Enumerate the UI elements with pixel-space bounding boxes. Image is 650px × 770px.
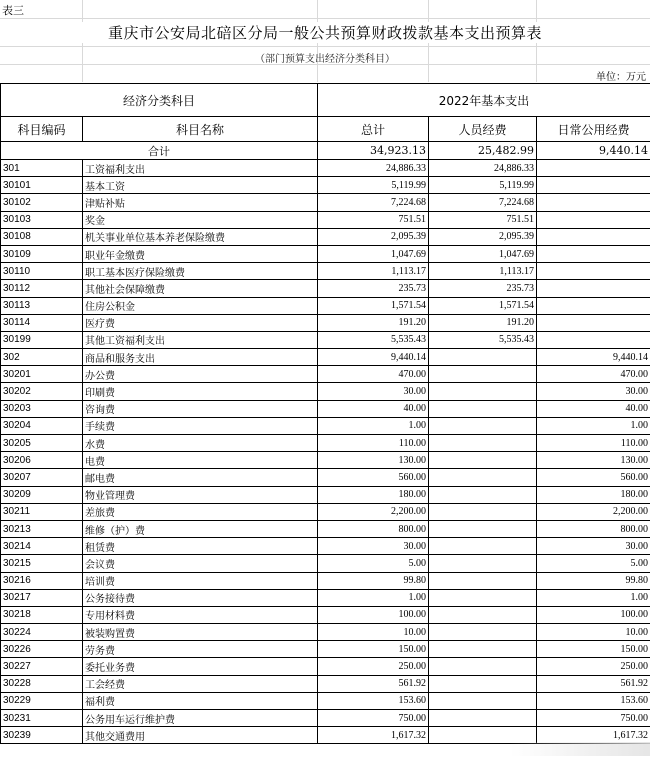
- table-row: [1, 469, 650, 486]
- row-daily: [537, 194, 650, 211]
- row-code: 302: [1, 349, 83, 366]
- row-daily: [537, 160, 650, 177]
- row-personnel: 5,535.43: [429, 331, 537, 348]
- name-header: 科目名称: [83, 117, 318, 142]
- row-personnel: 191.20: [429, 314, 537, 331]
- row-total: 30.00: [318, 383, 429, 400]
- table-row: [1, 314, 650, 331]
- watermark: [510, 742, 650, 756]
- row-personnel: [429, 366, 537, 383]
- row-personnel: [429, 349, 537, 366]
- row-total: 750.00: [318, 710, 429, 727]
- row-code: 30217: [1, 589, 83, 606]
- row-personnel: 5,119.99: [429, 177, 537, 194]
- row-code: 30239: [1, 727, 83, 744]
- row-total: 9,440.14: [318, 349, 429, 366]
- row-name: 手续费: [83, 417, 318, 434]
- row-total: 5,535.43: [318, 331, 429, 348]
- row-code: 30199: [1, 331, 83, 348]
- table-row: [1, 400, 650, 417]
- table-row: [1, 624, 650, 641]
- row-code: 30102: [1, 194, 83, 211]
- row-name: 其他社会保障缴费: [83, 280, 318, 297]
- row-daily: [537, 263, 650, 280]
- row-code: 30227: [1, 658, 83, 675]
- row-daily: 130.00: [537, 452, 650, 469]
- row-daily: [537, 211, 650, 228]
- table-row: [1, 211, 650, 228]
- row-daily: 250.00: [537, 658, 650, 675]
- row-code: 30211: [1, 503, 83, 520]
- row-name: 住房公积金: [83, 297, 318, 314]
- row-total: 2,095.39: [318, 228, 429, 245]
- table-row: [1, 228, 650, 245]
- totals-personnel: 25,482.99: [429, 142, 537, 160]
- table-row: [1, 606, 650, 623]
- row-total: 1,571.54: [318, 297, 429, 314]
- row-total: 560.00: [318, 469, 429, 486]
- row-total: 191.20: [318, 314, 429, 331]
- row-personnel: [429, 486, 537, 503]
- row-name: 医疗费: [83, 314, 318, 331]
- row-name: 会议费: [83, 555, 318, 572]
- row-code: 30205: [1, 435, 83, 452]
- row-personnel: 7,224.68: [429, 194, 537, 211]
- table-row: [1, 692, 650, 709]
- row-name: 其他交通费用: [83, 727, 318, 744]
- row-code: 30108: [1, 228, 83, 245]
- row-code: 30202: [1, 383, 83, 400]
- row-name: 差旅费: [83, 503, 318, 520]
- row-total: 1.00: [318, 589, 429, 606]
- row-personnel: [429, 710, 537, 727]
- row-total: 1,617.32: [318, 727, 429, 744]
- table-row: [1, 280, 650, 297]
- daily-header: 日常公用经费: [537, 117, 650, 142]
- row-code: 30226: [1, 641, 83, 658]
- budget-table: [0, 83, 650, 744]
- total-header: 总计: [318, 117, 429, 142]
- row-name: 委托业务费: [83, 658, 318, 675]
- row-code: 30209: [1, 486, 83, 503]
- row-daily: 9,440.14: [537, 349, 650, 366]
- row-code: 30203: [1, 400, 83, 417]
- row-code: 30213: [1, 520, 83, 537]
- row-daily: 99.80: [537, 572, 650, 589]
- row-daily: [537, 331, 650, 348]
- row-total: 110.00: [318, 435, 429, 452]
- row-name: 办公费: [83, 366, 318, 383]
- row-daily: 10.00: [537, 624, 650, 641]
- row-daily: [537, 280, 650, 297]
- row-code: 30103: [1, 211, 83, 228]
- table-row: [1, 160, 650, 177]
- row-code: 30224: [1, 624, 83, 641]
- row-name: 福利费: [83, 692, 318, 709]
- row-total: 561.92: [318, 675, 429, 692]
- row-code: 30204: [1, 417, 83, 434]
- row-name: 职工基本医疗保险缴费: [83, 263, 318, 280]
- row-personnel: 1,047.69: [429, 245, 537, 262]
- code-header: 科目编码: [1, 117, 83, 142]
- row-personnel: [429, 452, 537, 469]
- table-row: [1, 486, 650, 503]
- row-name: 津贴补贴: [83, 194, 318, 211]
- row-total: 5.00: [318, 555, 429, 572]
- table-row: [1, 572, 650, 589]
- row-name: 邮电费: [83, 469, 318, 486]
- table-row: [1, 349, 650, 366]
- row-daily: 110.00: [537, 435, 650, 452]
- row-personnel: [429, 624, 537, 641]
- row-code: 30228: [1, 675, 83, 692]
- row-name: 电费: [83, 452, 318, 469]
- row-daily: [537, 297, 650, 314]
- row-name: 工资福利支出: [83, 160, 318, 177]
- row-total: 100.00: [318, 606, 429, 623]
- row-code: 30201: [1, 366, 83, 383]
- totals-row: [1, 142, 650, 160]
- row-daily: 1.00: [537, 417, 650, 434]
- table-row: [1, 177, 650, 194]
- personnel-header: 人员经费: [429, 117, 537, 142]
- sheet-tag: 表三: [2, 4, 24, 17]
- totals-total: 34,923.13: [318, 142, 429, 160]
- row-personnel: [429, 658, 537, 675]
- row-name: 维修（护）费: [83, 520, 318, 537]
- row-code: 30206: [1, 452, 83, 469]
- row-name: 印刷费: [83, 383, 318, 400]
- row-personnel: [429, 538, 537, 555]
- header-row-1: [1, 84, 650, 117]
- unit-label: 单位：万元: [596, 72, 646, 83]
- row-name: 咨询费: [83, 400, 318, 417]
- row-personnel: [429, 692, 537, 709]
- table-row: [1, 383, 650, 400]
- row-daily: 30.00: [537, 538, 650, 555]
- table-row: [1, 675, 650, 692]
- table-row: [1, 331, 650, 348]
- row-total: 250.00: [318, 658, 429, 675]
- table-row: [1, 710, 650, 727]
- row-name: 其他工资福利支出: [83, 331, 318, 348]
- row-daily: 100.00: [537, 606, 650, 623]
- row-code: 30109: [1, 245, 83, 262]
- table-row: [1, 435, 650, 452]
- row-personnel: [429, 469, 537, 486]
- row-daily: 800.00: [537, 520, 650, 537]
- row-code: 30229: [1, 692, 83, 709]
- gridline: [0, 46, 650, 47]
- year-basic-header: 2022年基本支出: [318, 84, 650, 117]
- table-row: [1, 297, 650, 314]
- page-subtitle: （部门预算支出经济分类科目）: [255, 54, 395, 65]
- row-daily: 180.00: [537, 486, 650, 503]
- row-personnel: [429, 675, 537, 692]
- row-name: 水费: [83, 435, 318, 452]
- row-personnel: 235.73: [429, 280, 537, 297]
- row-daily: 561.92: [537, 675, 650, 692]
- row-total: 150.00: [318, 641, 429, 658]
- table-row: [1, 520, 650, 537]
- row-daily: 5.00: [537, 555, 650, 572]
- row-total: 99.80: [318, 572, 429, 589]
- row-code: 30218: [1, 606, 83, 623]
- row-daily: [537, 245, 650, 262]
- row-daily: 40.00: [537, 400, 650, 417]
- table-row: [1, 538, 650, 555]
- row-daily: 470.00: [537, 366, 650, 383]
- row-personnel: [429, 589, 537, 606]
- table-row: [1, 589, 650, 606]
- row-daily: 1,617.32: [537, 727, 650, 744]
- table-row: [1, 452, 650, 469]
- row-name: 劳务费: [83, 641, 318, 658]
- row-daily: 750.00: [537, 710, 650, 727]
- row-personnel: 1,113.17: [429, 263, 537, 280]
- row-total: 24,886.33: [318, 160, 429, 177]
- row-code: 30216: [1, 572, 83, 589]
- gridline: [0, 18, 650, 19]
- row-personnel: [429, 383, 537, 400]
- table-row: [1, 263, 650, 280]
- row-total: 30.00: [318, 538, 429, 555]
- table-row: [1, 641, 650, 658]
- row-personnel: [429, 435, 537, 452]
- row-name: 基本工资: [83, 177, 318, 194]
- row-code: 30112: [1, 280, 83, 297]
- row-daily: 2,200.00: [537, 503, 650, 520]
- row-code: 30114: [1, 314, 83, 331]
- row-personnel: 2,095.39: [429, 228, 537, 245]
- row-total: 470.00: [318, 366, 429, 383]
- row-name: 工会经费: [83, 675, 318, 692]
- row-name: 商品和服务支出: [83, 349, 318, 366]
- row-total: 180.00: [318, 486, 429, 503]
- row-name: 专用材料费: [83, 606, 318, 623]
- table-row: [1, 245, 650, 262]
- page-title: 重庆市公安局北碚区分局一般公共预算财政拨款基本支出预算表: [0, 22, 650, 43]
- row-total: 751.51: [318, 211, 429, 228]
- table-row: [1, 658, 650, 675]
- row-daily: [537, 314, 650, 331]
- row-name: 物业管理费: [83, 486, 318, 503]
- row-personnel: [429, 606, 537, 623]
- econ-category-header: 经济分类科目: [1, 84, 318, 117]
- row-personnel: 24,886.33: [429, 160, 537, 177]
- row-daily: 30.00: [537, 383, 650, 400]
- row-total: 10.00: [318, 624, 429, 641]
- row-personnel: 751.51: [429, 211, 537, 228]
- row-personnel: [429, 400, 537, 417]
- row-daily: 150.00: [537, 641, 650, 658]
- row-code: 30214: [1, 538, 83, 555]
- row-daily: 153.60: [537, 692, 650, 709]
- row-total: 40.00: [318, 400, 429, 417]
- row-name: 被装购置费: [83, 624, 318, 641]
- row-total: 5,119.99: [318, 177, 429, 194]
- row-total: 235.73: [318, 280, 429, 297]
- row-daily: 1.00: [537, 589, 650, 606]
- row-code: 301: [1, 160, 83, 177]
- row-total: 800.00: [318, 520, 429, 537]
- row-total: 2,200.00: [318, 503, 429, 520]
- row-code: 30231: [1, 710, 83, 727]
- row-code: 30113: [1, 297, 83, 314]
- row-daily: 560.00: [537, 469, 650, 486]
- row-name: 职业年金缴费: [83, 245, 318, 262]
- table-row: [1, 194, 650, 211]
- row-name: 机关事业单位基本养老保险缴费: [83, 228, 318, 245]
- row-total: 1.00: [318, 417, 429, 434]
- row-name: 奖金: [83, 211, 318, 228]
- table-row: [1, 417, 650, 434]
- row-total: 153.60: [318, 692, 429, 709]
- table-row: [1, 555, 650, 572]
- table-row: [1, 503, 650, 520]
- row-daily: [537, 177, 650, 194]
- row-code: 30215: [1, 555, 83, 572]
- row-name: 培训费: [83, 572, 318, 589]
- totals-label: 合计: [1, 142, 318, 160]
- row-personnel: 1,571.54: [429, 297, 537, 314]
- row-name: 公务用车运行维护费: [83, 710, 318, 727]
- row-daily: [537, 228, 650, 245]
- row-total: 130.00: [318, 452, 429, 469]
- row-personnel: [429, 641, 537, 658]
- row-code: 30110: [1, 263, 83, 280]
- row-name: 租赁费: [83, 538, 318, 555]
- row-personnel: [429, 503, 537, 520]
- row-personnel: [429, 555, 537, 572]
- row-personnel: [429, 417, 537, 434]
- row-code: 30101: [1, 177, 83, 194]
- row-name: 公务接待费: [83, 589, 318, 606]
- row-personnel: [429, 572, 537, 589]
- row-total: 1,047.69: [318, 245, 429, 262]
- row-personnel: [429, 520, 537, 537]
- row-total: 7,224.68: [318, 194, 429, 211]
- row-code: 30207: [1, 469, 83, 486]
- totals-daily: 9,440.14: [537, 142, 650, 160]
- row-total: 1,113.17: [318, 263, 429, 280]
- table-row: [1, 366, 650, 383]
- header-row-2: [1, 117, 650, 142]
